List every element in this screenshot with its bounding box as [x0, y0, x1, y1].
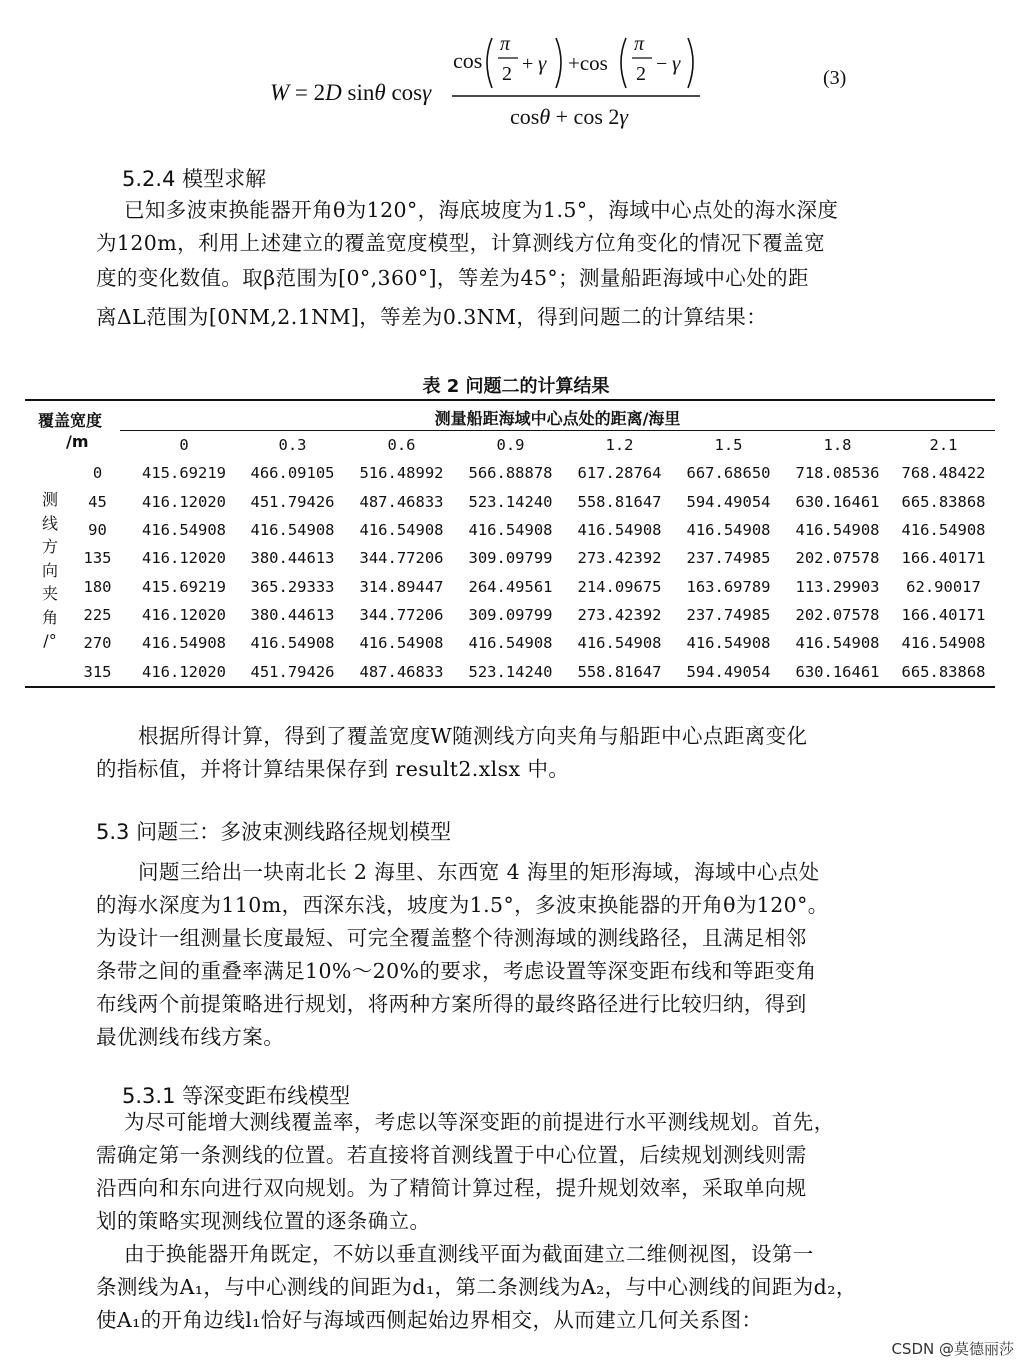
table-cell: 768.48422 — [901, 464, 986, 483]
paragraph-line: 沿西向和东向进行双向规划。为了精简计算过程，提升规划效率，采取单向规 — [96, 1176, 807, 1200]
section-5-3-1-body — [96, 1106, 956, 1337]
table-cell: 344.77206 — [359, 605, 444, 624]
svg-text:−: − — [656, 53, 668, 75]
table-cell: 416.12020 — [142, 549, 226, 568]
table-bottom-rule — [25, 686, 995, 688]
section-heading-5-3: 5.3 问题三：多波束测线路径规划模型 — [96, 820, 452, 844]
table-cell: 237.74985 — [686, 605, 771, 624]
row-angle: 180 — [83, 577, 112, 596]
table-row — [25, 544, 995, 572]
table-cell: 309.09799 — [468, 605, 553, 624]
table-cell: 667.68650 — [686, 464, 771, 483]
row-group-spacer — [25, 516, 65, 544]
table-row — [25, 488, 995, 516]
row-group-char: 线 — [41, 513, 58, 533]
table-cell: 665.83868 — [901, 492, 986, 511]
row-group-spacer — [25, 572, 65, 600]
paragraph-line: 为设计一组测量长度最短、可完全覆盖整个待测海域的测线路径，且满足相邻 — [96, 926, 807, 950]
table-cell: 344.77206 — [359, 549, 444, 568]
row-group-spacer — [25, 459, 65, 487]
table-cell: 416.54908 — [250, 521, 335, 540]
table-cell: 380.44613 — [250, 605, 335, 624]
table-cell: 365.29333 — [250, 577, 335, 596]
paragraph-line: 已知多波束换能器开角θ为120°，海底坡度为1.5°，海域中心点处的海水深度 — [124, 198, 839, 222]
table-cell: 451.79426 — [250, 662, 335, 681]
table-cell: 516.48992 — [359, 464, 444, 483]
watermark: CSDN @莫德丽莎 — [891, 1340, 1014, 1358]
table-row — [25, 516, 995, 544]
paragraph-line: 为120m，利用上述建立的覆盖宽度模型，计算测线方位角变化的情况下覆盖宽 — [96, 231, 825, 255]
paragraph-line: 离ΔL范围为[0NM,2.1NM]，等差为0.3NM，得到问题二的计算结果： — [96, 305, 768, 329]
paragraph-line: 度的变化数值。取β范围为[0°,360°]，等差为45°；测量船距海域中心处的距 — [96, 266, 809, 290]
table-cell: 416.54908 — [901, 521, 986, 540]
table-cell: 558.81647 — [577, 492, 662, 511]
row-group-char: 测 — [41, 490, 58, 509]
table-row — [25, 459, 995, 487]
table-cell: 416.12020 — [142, 662, 226, 681]
table-cell: 163.69789 — [686, 577, 771, 596]
table-cell: 416.54908 — [250, 634, 335, 653]
formula-lhs: W = 2D sinθ cosγ — [270, 80, 432, 105]
column-header: 0.6 — [387, 436, 416, 455]
svg-text:2: 2 — [502, 63, 512, 85]
paragraph-line: 条带之间的重叠率满足10%～20%的要求，考虑设置等深变距布线和等距变角 — [96, 959, 817, 983]
table-column-group-label: 测量船距海域中心点处的距离/海里 — [434, 409, 681, 428]
table-cell: 416.54908 — [795, 521, 880, 540]
table-cell: 415.69219 — [142, 464, 226, 483]
table-cell: 264.49561 — [468, 577, 553, 596]
table-cell: 558.81647 — [577, 662, 662, 681]
table-corner-top: 覆盖宽度 — [38, 411, 103, 430]
paragraph-line: 布线两个前提策略进行规划，将两种方案所得的最终路径进行比较归纳，得到 — [96, 992, 807, 1016]
row-angle: 45 — [88, 492, 107, 511]
row-group-spacer — [25, 488, 65, 516]
table-top-rule — [25, 399, 995, 401]
paragraph-line: 由于换能器开角既定，不妨以垂直测线平面为截面建立二维侧视图，设第一 — [124, 1242, 814, 1266]
table-corner-bottom: /m — [66, 432, 89, 451]
table-cell: 416.54908 — [901, 634, 986, 653]
column-header: 0.3 — [278, 436, 307, 455]
svg-text:γ: γ — [672, 51, 681, 75]
table-cell: 166.40171 — [901, 549, 986, 568]
table-cell: 273.42392 — [577, 549, 662, 568]
table-cell: 416.54908 — [359, 521, 444, 540]
paragraph-line: 划的策略实现测线位置的逐条确立。 — [96, 1209, 431, 1233]
table-cell: 416.54908 — [142, 634, 226, 653]
row-group-char: 角 — [41, 607, 58, 627]
table-cell: 202.07578 — [795, 549, 880, 568]
table-cell: 487.46833 — [359, 492, 444, 511]
table-cell: 113.29903 — [795, 577, 880, 596]
table-cell: 523.14240 — [468, 492, 553, 511]
row-angle: 90 — [88, 521, 107, 540]
table-cell: 380.44613 — [250, 549, 335, 568]
column-header: 1.8 — [823, 436, 852, 455]
table-cell: 416.54908 — [468, 634, 553, 653]
paragraph-line: 最优测线布线方案。 — [96, 1025, 285, 1049]
row-angle: 135 — [83, 549, 112, 568]
formula-svg — [0, 20, 1032, 140]
table-cell: 630.16461 — [795, 492, 880, 511]
row-group-char: 方 — [41, 537, 58, 556]
paragraph-line: 问题三给出一块南北长 2 海里、东西宽 4 海里的矩形海域，海域中心点处 — [138, 860, 820, 884]
table-caption: 表 2 问题二的计算结果 — [422, 376, 610, 397]
table-cell: 566.88878 — [468, 464, 553, 483]
table-cell: 416.54908 — [686, 521, 771, 540]
table-cell: 314.89447 — [359, 577, 444, 596]
row-group-char: 向 — [41, 560, 58, 580]
row-angle: 0 — [92, 464, 103, 483]
column-header: 0.9 — [496, 436, 525, 455]
row-angle: 225 — [83, 605, 112, 624]
section-heading-5-3-1: 5.3.1 等深变距布线模型 — [122, 1084, 351, 1108]
column-header: 1.2 — [605, 436, 634, 455]
section-5-3-body — [96, 856, 956, 1054]
row-group-char: 夹 — [41, 584, 58, 603]
table-cell: 416.54908 — [686, 634, 771, 653]
paragraph-line: 的海水深度为110m，西深东浅，坡度为1.5°，多波束换能器的开角θ为120°。 — [96, 893, 829, 917]
paragraph-line: 为尽可能增大测线覆盖率，考虑以等深变距的前提进行水平测线规划。首先， — [124, 1110, 835, 1134]
table-cell: 665.83868 — [901, 662, 986, 681]
svg-text:2: 2 — [636, 63, 646, 85]
svg-text:+: + — [522, 53, 534, 75]
row-group-spacer — [25, 657, 65, 685]
formula-3 — [0, 20, 1032, 140]
table-cell: 718.08536 — [795, 464, 880, 483]
table-cell: 416.54908 — [468, 521, 553, 540]
table-cell: 594.49054 — [686, 492, 771, 511]
svg-text:+cos: +cos — [568, 51, 608, 75]
table-cell: 214.09675 — [577, 577, 662, 596]
table-cell: 617.28764 — [577, 464, 662, 483]
table-row — [25, 657, 995, 685]
table-cell: 416.54908 — [142, 521, 226, 540]
svg-text:π: π — [500, 33, 511, 55]
table-cell: 237.74985 — [686, 549, 771, 568]
paragraph-line: 需确定第一条测线的位置。若直接将首测线置于中心位置，后续规划测线则需 — [96, 1143, 807, 1167]
table-cell: 415.69219 — [142, 577, 226, 596]
paragraph-line: 的指标值，并将计算结果保存到 result2.xlsx 中。 — [96, 757, 570, 781]
formula-number: (3) — [823, 67, 847, 89]
table-header-row — [25, 431, 995, 459]
table-cell: 416.12020 — [142, 605, 226, 624]
after-table-paragraph — [96, 720, 956, 786]
svg-text:π: π — [634, 33, 645, 55]
paragraph-line: 使A₁的开角边线l₁恰好与海域西侧起始边界相交，从而建立几何关系图： — [96, 1308, 763, 1332]
table-cell: 416.54908 — [577, 521, 662, 540]
table-cell: 487.46833 — [359, 662, 444, 681]
section-heading-5-2-4: 5.2.4 模型求解 — [122, 167, 267, 191]
table-cell: 594.49054 — [686, 662, 771, 681]
table-cell: 416.54908 — [577, 634, 662, 653]
table-cell: 166.40171 — [901, 605, 986, 624]
column-header: 2.1 — [929, 436, 958, 455]
row-angle: 315 — [83, 662, 112, 681]
table-cell: 416.12020 — [142, 492, 226, 511]
table-cell: 202.07578 — [795, 605, 880, 624]
table-cell: 523.14240 — [468, 662, 553, 681]
table-cell: 309.09799 — [468, 549, 553, 568]
section-5-2-4-body — [96, 194, 956, 334]
table-cell: 451.79426 — [250, 492, 335, 511]
formula-denominator: cosθ + cos 2γ — [510, 104, 629, 129]
table-row — [25, 601, 995, 629]
table-row — [25, 629, 995, 657]
results-table — [25, 431, 995, 686]
table-cell: 62.90017 — [906, 577, 981, 596]
formula-numerator: cos — [453, 48, 483, 73]
table-cell: 630.16461 — [795, 662, 880, 681]
row-group-spacer — [25, 629, 65, 657]
table-cell: 273.42392 — [577, 605, 662, 624]
table-cell: 416.54908 — [359, 634, 444, 653]
row-group-spacer — [25, 601, 65, 629]
column-header: 1.5 — [714, 436, 743, 455]
table-row — [25, 572, 995, 600]
table-cell: 466.09105 — [250, 464, 335, 483]
row-group-spacer — [25, 544, 65, 572]
paragraph-line: 条测线为A₁，与中心测线的间距为d₁，第二条测线为A₂，与中心测线的间距为d₂， — [96, 1275, 857, 1299]
paragraph-line: 根据所得计算，得到了覆盖宽度W随测线方向夹角与船距中心点距离变化 — [138, 724, 808, 748]
row-angle: 270 — [83, 634, 112, 653]
row-group-char: /° — [43, 631, 57, 650]
svg-text:γ: γ — [538, 51, 547, 75]
table-cell: 416.54908 — [795, 634, 880, 653]
column-header: 0 — [179, 436, 189, 455]
